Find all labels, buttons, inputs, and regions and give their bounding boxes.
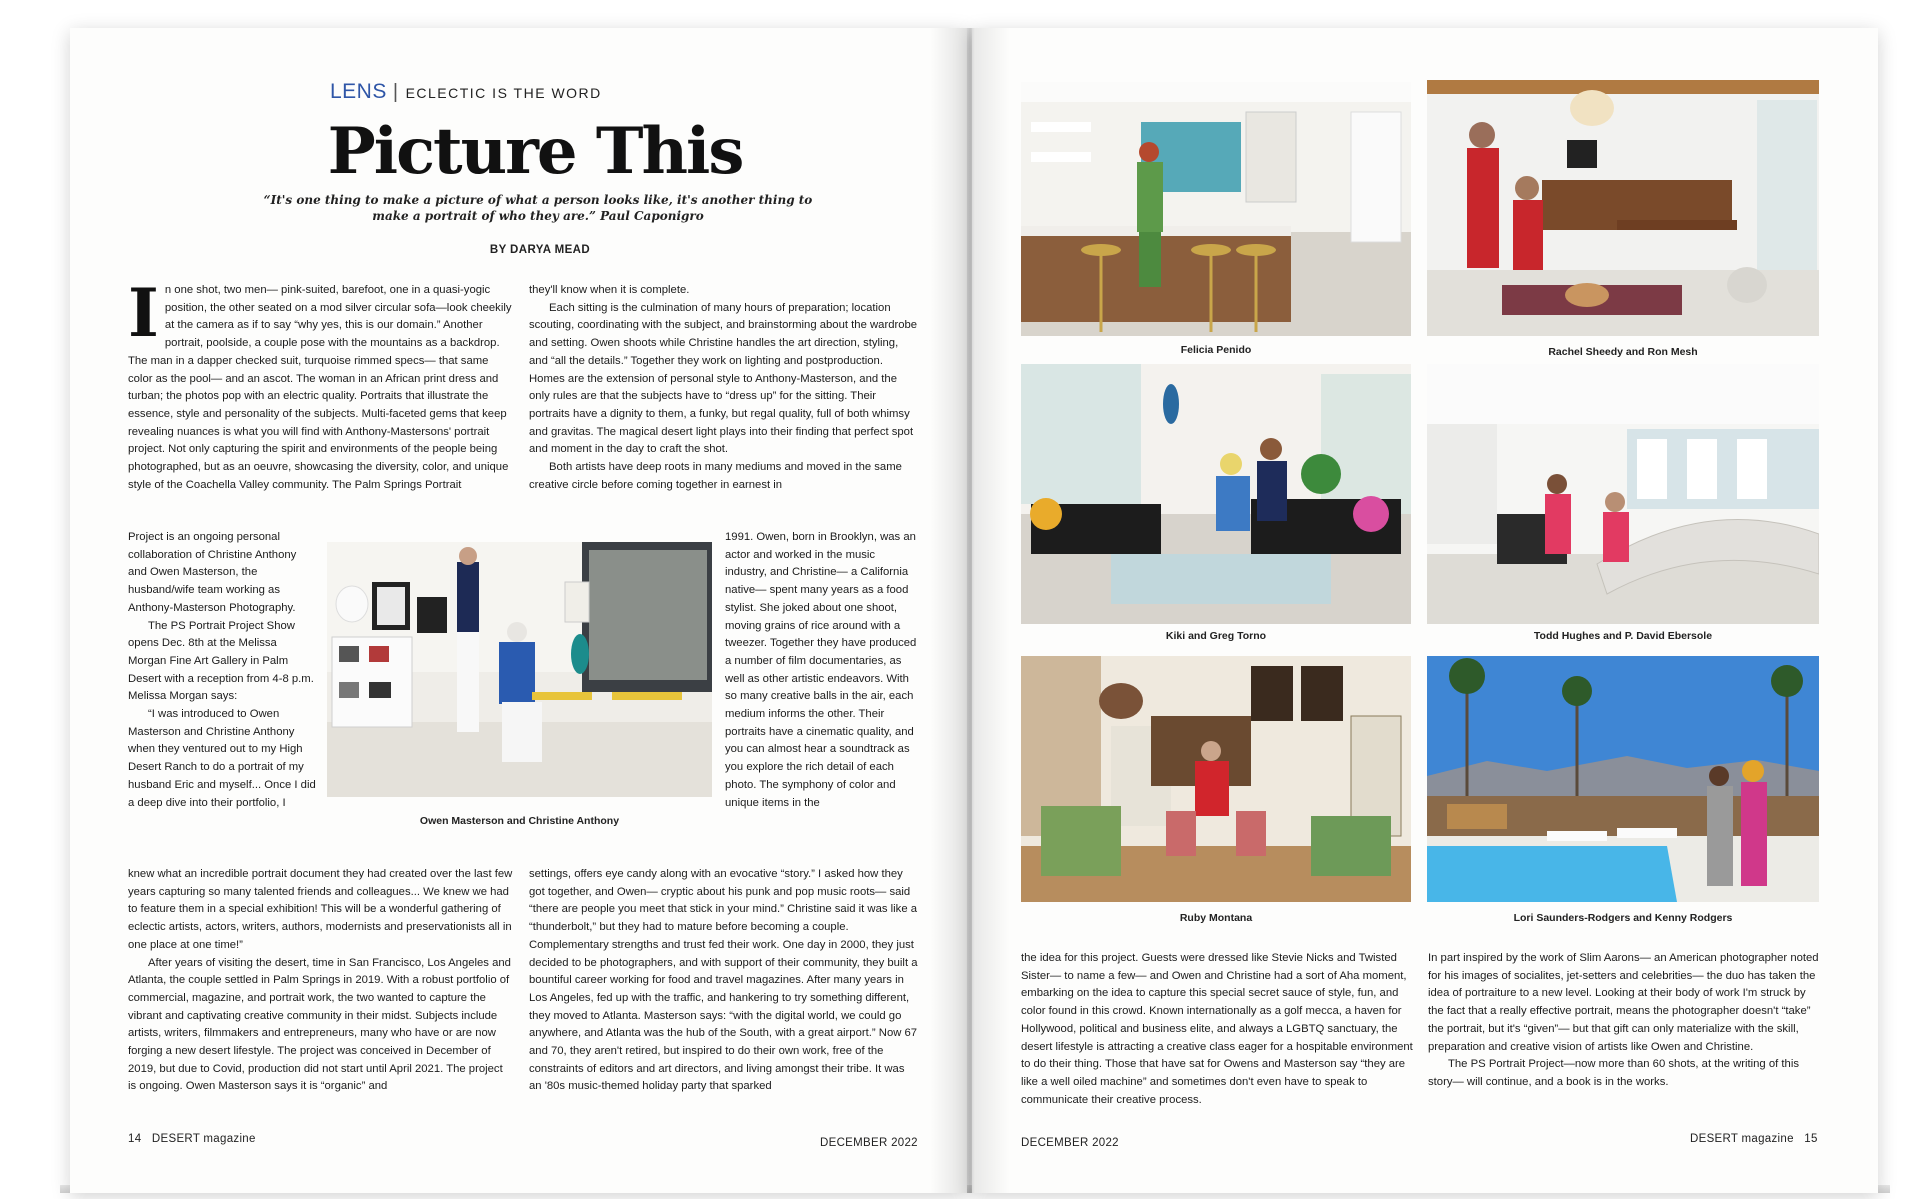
article-column-1a bbox=[128, 274, 513, 494]
paragraph: After years of visiting the desert, time in San Francisco, Los Angeles and Atlanta, the couple settled in Palm Springs in 2019. With a robust portfolio of commercial, magazine, and portrait work, the two wanted to capture the vibrant and captivating creative community in their midst. Subjects include artists, writers, filmmakers and entrepreneurs, many who have or are now forging a new desert lifestyle. The project was conceived in December of 2019, but due to Covid, production did not start until April 2021. The project is ongoing. Owen Masterson says it is “organic” and bbox=[128, 956, 511, 1093]
drop-cap: I bbox=[128, 274, 159, 352]
pull-quote-line: make a portrait of who they are.” Paul Caponigro bbox=[372, 209, 704, 223]
article-column-2b bbox=[725, 529, 919, 812]
paragraph: The PS Portrait Project—now more than 60 shots, at the writing of this story— will continue, and a book is in the works. bbox=[1428, 1058, 1799, 1088]
paragraph: In part inspired by the work of Slim Aarons— an American photographer noted for his images of socialites, jet-setters and celebrities— the duo has taken the idea of portraiture to a new level. Looking at their body of work I'm struck by the fact that a really effective portrait, means the photographer doesn't “take” the portrait, but it's “given”— but that gift can only materialize with the skill, preparation and creative vision of artists like Owen and Christine. bbox=[1428, 952, 1819, 1053]
section-kicker bbox=[330, 80, 850, 104]
article-title: Picture This bbox=[327, 114, 743, 189]
section-label: ECLECTIC IS THE WORD bbox=[405, 85, 602, 101]
photo-caption: Rachel Sheedy and Ron Mesh bbox=[1548, 346, 1698, 358]
pull-quote-line: “It's one thing to make a picture of what a person looks like, it's another thing to bbox=[263, 193, 813, 207]
photo-todd-david bbox=[1427, 364, 1819, 624]
paragraph: “I was introduced to Owen Masterson and Christine Anthony when they ventured out to my High Desert Ranch to do a portrait of my husband Eric and myself... Once I did a deep dive into their portfolio, I bbox=[128, 708, 316, 809]
paragraph: 1991. Owen, born in Brooklyn, was an actor and worked in the music industry, and Christine— a California native— spent many years as a food stylist. She joked about one shoot, moving grains of rice around with a tweezer. Together they have produced a number of film documentaries, as well as other artistic endeavors. With so many creative balls in the air, each medium informs the other. Their portraits have a cinematic quality, and you can almost hear a soundtrack as you explore the rich detail of each photo. The symphony of color and unique items in the bbox=[725, 531, 917, 809]
magazine-name: DESERT magazine bbox=[1690, 1133, 1794, 1145]
photo-felicia-penido bbox=[1021, 82, 1411, 336]
photo-caption: Owen Masterson and Christine Anthony bbox=[419, 815, 620, 827]
kitchen-portrait-illustration bbox=[1021, 82, 1411, 336]
photo-caption: Ruby Montana bbox=[1179, 912, 1253, 924]
paragraph: the idea for this project. Guests were dressed like Stevie Nicks and Twisted Sister— to name a few— and Owen and Christine had a sort of Aha moment, embarking on the idea to capture this special secret sauce of style, fun, and color found in this crowd. Known internationally as a golf mecca, a haven for Hollywood, political and business elite, and always a LGBTQ sanctuary, the desert lifestyle is attracting a creative class eager for a hospitable environment to do their thing. Those that have sat for Owens and Masterson say “they are like a well oiled machine” and sometimes don't even have to speak to communicate their creative process. bbox=[1021, 952, 1413, 1106]
folio-date-left: DECEMBER 2022 bbox=[820, 1137, 918, 1149]
paragraph: Both artists have deep roots in many mediums and moved in the same creative circle before coming together in earnest in bbox=[529, 461, 902, 491]
pull-quote bbox=[258, 192, 818, 224]
photo-ruby-montana bbox=[1021, 656, 1411, 902]
article-column-4 bbox=[1428, 950, 1821, 1092]
paragraph: Each sitting is the culmination of many hours of preparation; location scouting, coordinating with the subject, and brainstorming about the wardrobe and setting. Owen shoots while Christine handles the art direction, styling, and “all the details.” Together they work on lighting and postproduction. Homes are the extension of personal style to Anthony-Masterson, and the only rules are that the subjects have to “dress up” for the sitting. Their portraits have a dignity to them, a funky, but regal quality, full of both whimsy and gravitas. The magical desert light plays into their finding that perfect spot and moment in the day to craft the shot. bbox=[529, 301, 918, 456]
round-sofa-portrait-illustration bbox=[1427, 364, 1819, 624]
article-column-1c bbox=[128, 866, 513, 1096]
living-room-portrait-illustration bbox=[1021, 364, 1411, 624]
folio-date-right: DECEMBER 2022 bbox=[1021, 1137, 1119, 1149]
paragraph: settings, offers eye candy along with an evocative “story.” I asked how they got together, and Owen— cryptic about his punk and pop music roots— said “there are people you meet that stick in your mind.” Christine said it was like a “thunderbolt,” but they had to mature before becoming a couple. Complementary strengths and trust fed their work. One day in 2000, they just decided to be photographers, and with support of their community, they built a bountiful career working for food and travel magazines. After many years in Los Angeles, fed up with the traffic, and hankering to try something different, they moved to Atlanta. Masterson says: “with the digital world, we could go anywhere, and Atlanta was the hub of the South, with a great airport.” Now 67 and 70, they aren't retired, but inspired to do their own work, free of the constraints of editors and art directors, and living amongst their tribe. It was an '80s music-themed holiday party that sparked bbox=[529, 868, 918, 1093]
photo-rachel-ron bbox=[1427, 80, 1819, 336]
photo-caption: Kiki and Greg Torno bbox=[1165, 630, 1267, 642]
paragraph: n one shot, two men— pink-suited, barefoot, one in a quasi-yogic position, the other seated on a mod silver circular sofa—look cheekily at the camera as if to say “why yes, this is our domain.” Another portrait, poolside, a couple pose with the mountains as a backdrop. The man in a dapper checked suit, turquoise rimmed specs— that same color as the pool— and an ascot. The woman in an African print dress and turban; the photos pop with an electric quality. Portraits that illustrate the essence, style and personality of the subjects. Multi-faceted gems that keep revealing nuances is what you will find with Anthony-Mastersons' portrait project. Not only capturing the spirit and environments of the people being photographed, but as an oeuvre, showcasing the diversity, color, and unique style of the Coachella Valley community. The Palm Springs Portrait bbox=[128, 284, 512, 491]
magazine-name: DESERT magazine bbox=[151, 1133, 256, 1145]
article-column-3 bbox=[1021, 950, 1416, 1109]
portrait-illustration bbox=[327, 542, 712, 797]
photo-lori-kenny bbox=[1427, 656, 1819, 902]
photo-caption: Todd Hughes and P. David Ebersole bbox=[1533, 630, 1713, 642]
photo-caption: Lori Saunders-Rodgers and Kenny Rodgers bbox=[1513, 912, 1733, 924]
byline: BY DARYA MEAD bbox=[489, 244, 591, 256]
page-number: 15 bbox=[1804, 1133, 1818, 1145]
paragraph: they'll know when it is complete. bbox=[529, 284, 690, 296]
paragraph: The PS Portrait Project Show opens Dec. 8th at the Melissa Morgan Fine Art Gallery in Palm Desert with a reception from 4-8 p.m. Melissa Morgan says: bbox=[128, 619, 314, 703]
page-number: 14 bbox=[128, 1133, 142, 1145]
poolside-portrait-illustration bbox=[1427, 656, 1819, 902]
article-column-1b bbox=[128, 529, 318, 812]
photo-owen-christine bbox=[327, 542, 712, 797]
paragraph: knew what an incredible portrait document they had created over the last few years capturing so many talented friends and colleagues... We knew we had to feature them in a special exhibition! This will be a wonderful gathering of eclectic artists, actors, writers, authors, modernists and preservationists all in one place at one time!” bbox=[128, 868, 513, 951]
article-column-2a bbox=[529, 282, 919, 494]
dining-portrait-illustration bbox=[1427, 80, 1819, 336]
kicker-separator: | bbox=[392, 81, 400, 103]
folio-left bbox=[128, 1133, 256, 1145]
article-column-2c bbox=[529, 866, 919, 1096]
eclectic-room-portrait-illustration bbox=[1021, 656, 1411, 902]
photo-kiki-greg bbox=[1021, 364, 1411, 624]
lens-label: LENS bbox=[330, 80, 387, 103]
photo-caption: Felicia Penido bbox=[1180, 344, 1252, 356]
folio-right bbox=[1690, 1133, 1818, 1145]
paragraph: Project is an ongoing personal collaboration of Christine Anthony and Owen Masterson, the husband/wife team working as Anthony-Masterson Photography. bbox=[128, 531, 297, 614]
